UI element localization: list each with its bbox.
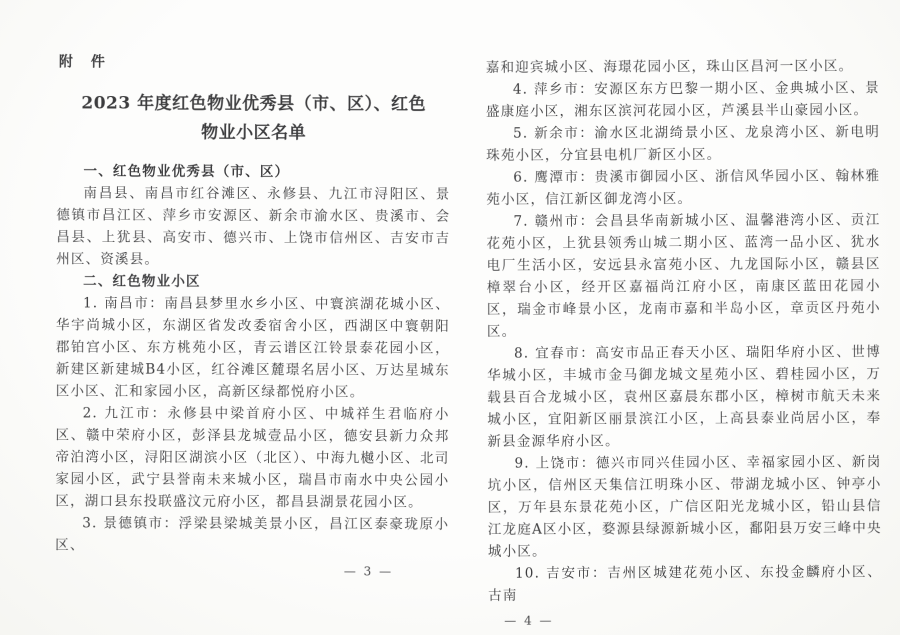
entry-3-jingdezhen-continuation: 嘉和迎宾城小区、海璟花园小区，珠山区昌河一区小区。 [485,58,854,76]
document-page-3 [55,51,451,578]
section-1-heading: 一、红色物业优秀县（市、区） [83,163,290,181]
entry-1-nanchang: 1. 南昌市：南昌县梦里水乡小区、中寰滨湖花城小区、华宇尚城小区，东湖区省发改委宿舍小区，西湖区中寰朝阳郡铂宫小区、东方桃苑小区，青云谱区江铃景泰花园小区，新建区新建城B4小区，红谷滩区麓璟名居小区、万达星城东区小区、汇和家园小区，高新区绿都悦府小区。 [55,295,451,401]
page-number-3: — 3 — [343,564,394,579]
document-title-line-2: 物业小区名单 [201,122,307,144]
document-title-line-1: 2023 年度红色物业优秀县（市、区）、红色 [81,93,427,115]
entry-7-ganzhou: 7. 赣州市：会昌县华南新城小区、温馨港湾小区、贡江花苑小区，上犹县领秀山城二期小区、蓝湾一品小区、犹水电厂生活小区，安远县永富苑小区、九龙国际小区，赣县区樟翠台小区，经开区嘉福尚江府小区，南康区蓝田花园小区，瑞金市峰景小区，龙南市嘉和半岛小区，章贡区丹苑小区。 [486,212,881,340]
entry-6-yingtan: 6. 鹰潭市：贵溪市御园小区、浙信风华园小区、翰林雅苑小区，信江新区御龙湾小区。 [486,168,881,208]
section-1-body: 南昌县、南昌市红谷滩区、永修县、九江市浔阳区、景德镇市昌江区、萍乡市安源区、新余市渝水区、贵溪市、会昌县、上犹县、高安市、德兴市、上饶市信州区、吉安市吉州区、资溪县。 [56,185,451,268]
document-page-4 [486,55,882,628]
entry-4-pingxiang: 4. 萍乡市：安源区东方巴黎一期小区、金典城小区、景盛康庭小区，湘东区滨河花园小区，芦溪县半山豪园小区。 [485,80,880,120]
attachment-label: 附 件 [58,54,107,71]
entry-3-jingdezhen-partial: 3. 景德镇市：浮梁县梁城美景小区，昌江区泰豪珑原小区、 [55,515,450,554]
entry-5-xinyu: 5. 新余市：渝水区北湖绮景小区、龙泉湾小区、新电明珠苑小区，分宜县电机厂新区小区。 [486,124,881,164]
entry-2-jiujiang: 2. 九江市：永修县中梁首府小区、中城祥生君临府小区、赣中荣府小区，彭泽县龙城壹品小区，德安县新力众邦帝泊湾小区，浔阳区湖滨小区（北区）、中海九樾小区、北司家园小区，武宁县誉南未来城小区，瑞昌市南水中央公园小区，湖口县东投联盛汶元府小区，都昌县湖景花园小区。 [55,405,450,511]
entry-9-shangrao: 9. 上饶市：德兴市同兴佳园小区、幸福家园小区、新岗坑小区，信州区天集信江明珠小区、带湖龙城小区、钟亭小区，万年县东景花苑小区，广信区阳光龙城小区，铅山县信江龙庭A区小区，婺源县绿源新城小区，鄱阳县万安三峰中央城小区。 [487,454,882,560]
section-2-heading: 二、红色物业小区 [83,273,201,290]
page-3-content [55,51,451,578]
entry-8-yichun: 8. 宜春市：高安市品正春天小区、瑞阳华府小区、世博华城小区，丰城市金马御龙城文星苑小区、碧桂园小区，万载县百合龙城小区，袁州区嘉晨东郡小区，樟树市航天未来城小区，宜阳新区丽景滨江小区，上高县泰业尚居小区，奉新县金源华府小区。 [487,344,882,450]
document-title [57,89,451,148]
page-4-content [486,55,882,628]
page-number-4: — 4 — [504,613,554,628]
entry-10-jian-partial: 10. 吉安市：吉州区城建花苑小区、东投金麟府小区、古南 [488,564,883,604]
